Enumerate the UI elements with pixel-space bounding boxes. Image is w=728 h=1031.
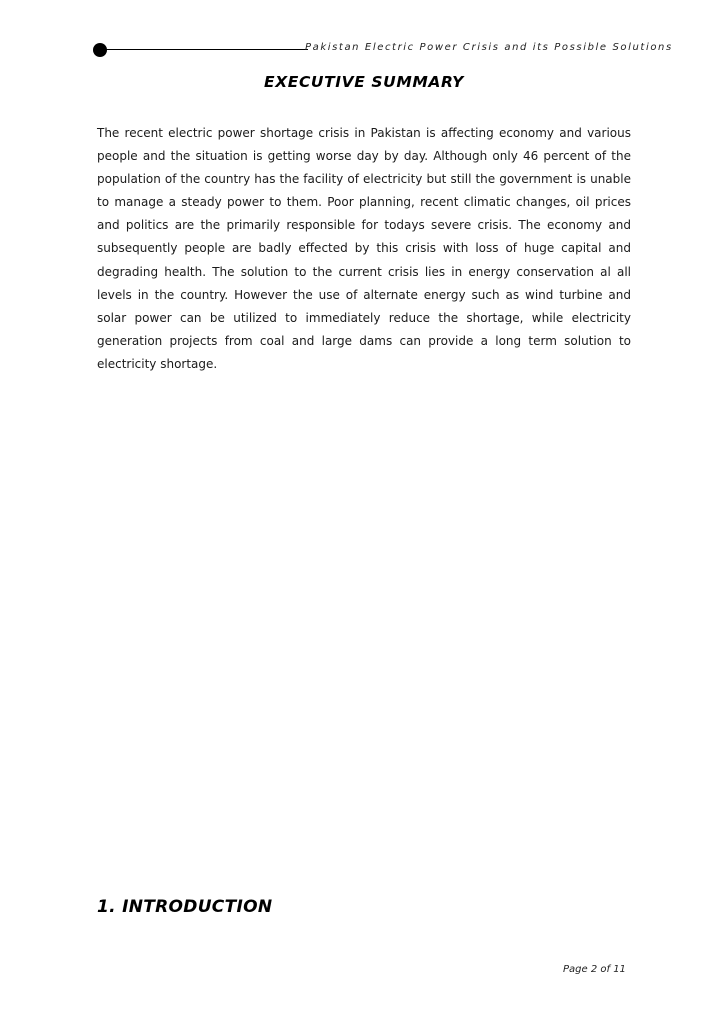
- executive-summary-paragraph: The recent electric power shortage crisis in Pakistan is affecting economy and various people and the situation is getting worse day by day. Although only 46 percent of the population of the country has the facility of electricity but still the government is unable to manage a steady power to them. Poor planning, recent climatic changes, oil prices and politics are the primarily responsible for todays severe crisis. The economy and subsequently people are badly effected by this crisis with loss of huge capital and degrading health. The solution to the current crisis lies in energy conservation al all levels in the country. However the use of alternate energy such as wind turbine and solar power can be utilized to immediately reduce the shortage, while electricity generation projects from coal and large dams can provide a long term solution to electricity shortage.: [97, 126, 631, 371]
- header-bullet-dot: [93, 43, 107, 57]
- running-header: [93, 38, 673, 60]
- executive-summary-heading: EXECUTIVE SUMMARY: [264, 73, 464, 91]
- page-number: Page 2 of 11: [563, 964, 626, 975]
- running-title: Pakistan Electric Power Crisis and its Possible Solutions: [305, 42, 673, 53]
- introduction-heading: 1. INTRODUCTION: [97, 897, 273, 917]
- header-rule-line: [101, 49, 308, 50]
